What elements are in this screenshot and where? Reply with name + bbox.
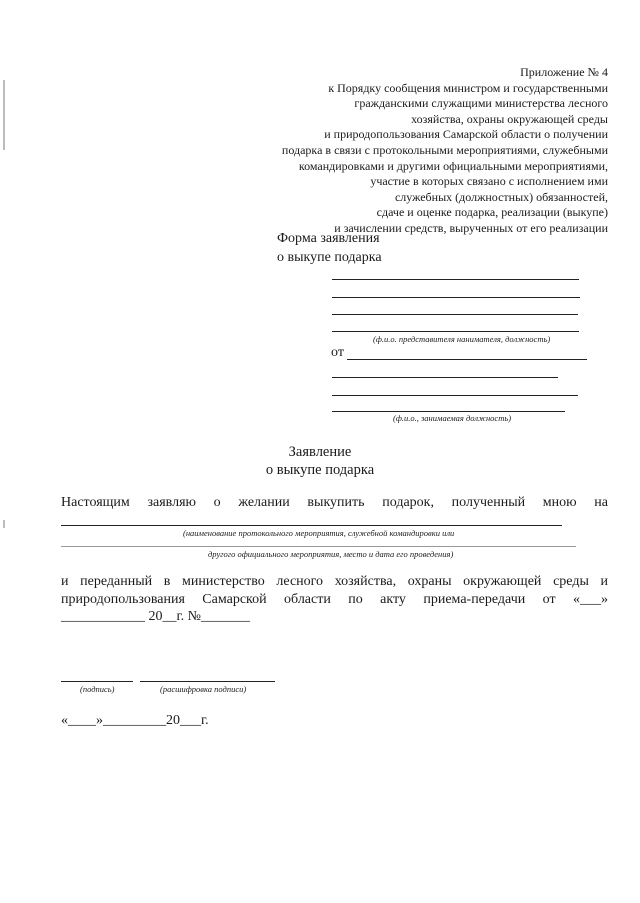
caption-event-1: (наименование протокольного мероприятия, служебной командировки или <box>183 528 455 538</box>
appendix-line: к Порядку сообщения министром и государственными <box>328 80 608 95</box>
scan-margin-mark <box>3 80 5 150</box>
applicant-field-line[interactable] <box>332 395 578 396</box>
form-title-line2: о выкупе подарка <box>277 250 382 265</box>
appendix-line: и зачислении средств, вырученных от его реализации <box>334 220 608 235</box>
addressee-field-line[interactable] <box>332 314 578 315</box>
caption-decoding: (расшифровка подписи) <box>160 684 247 694</box>
addressee-field-line[interactable] <box>332 331 579 332</box>
signature-decoding-field-line[interactable] <box>140 681 275 682</box>
appendix-line: служебных (должностных) обязанностей, <box>394 189 608 204</box>
applicant-field-line[interactable] <box>332 411 565 412</box>
statement-body-line1: и переданный в министерство лесного хозяйства, охраны окружающей среды и <box>61 574 608 589</box>
addressee-field-line[interactable] <box>332 279 579 280</box>
signature-field-line[interactable] <box>61 681 133 682</box>
appendix-line: и природопользования Самарской области о получении <box>324 127 608 142</box>
caption-applicant: (ф.и.о., занимаемая должность) <box>393 413 512 423</box>
event-field-line[interactable] <box>61 546 576 547</box>
addressee-field-line[interactable] <box>332 297 580 298</box>
statement-intro: Настоящим заявляю о желании выкупить подарок, полученный мною на <box>61 495 608 510</box>
statement-title: Заявление <box>288 444 352 460</box>
appendix-line: подарка в связи с протокольными мероприятиями, служебными <box>281 142 608 157</box>
scan-margin-mark <box>3 520 5 528</box>
statement-body-line2: природопользования Самарской области по акту приема-передачи от «___» <box>61 592 608 607</box>
appendix-line: хозяйства, охраны окружающей среды <box>411 111 608 126</box>
from-label: от <box>331 345 344 360</box>
caption-event-2: другого официального мероприятия, место и дата его проведения) <box>208 549 454 559</box>
applicant-field-line[interactable] <box>347 359 587 360</box>
appendix-line: участие в которых связано с исполнением ими <box>370 174 608 189</box>
statement-body-line3: ____________ 20__г. №_______ <box>61 609 251 624</box>
caption-employer: (ф.и.о. представителя нанимателя, должность) <box>373 334 551 344</box>
appendix-line: гражданскими служащими министерства лесного <box>354 96 608 111</box>
appendix-header <box>248 65 608 237</box>
form-title <box>277 229 382 267</box>
caption-signature: (подпись) <box>80 684 115 694</box>
form-title-line1: Форма заявления <box>277 231 380 246</box>
date-line[interactable]: «____»_________20___г. <box>61 713 209 728</box>
statement-subtitle: о выкупе подарка <box>265 462 375 478</box>
event-field-line[interactable] <box>61 525 562 526</box>
applicant-field-line[interactable] <box>332 377 558 378</box>
appendix-line: сдаче и оценке подарка, реализации (выкупе) <box>376 205 608 220</box>
appendix-line: командировками и другими официальными мероприятиями, <box>298 158 608 173</box>
appendix-line: Приложение № 4 <box>520 65 608 79</box>
